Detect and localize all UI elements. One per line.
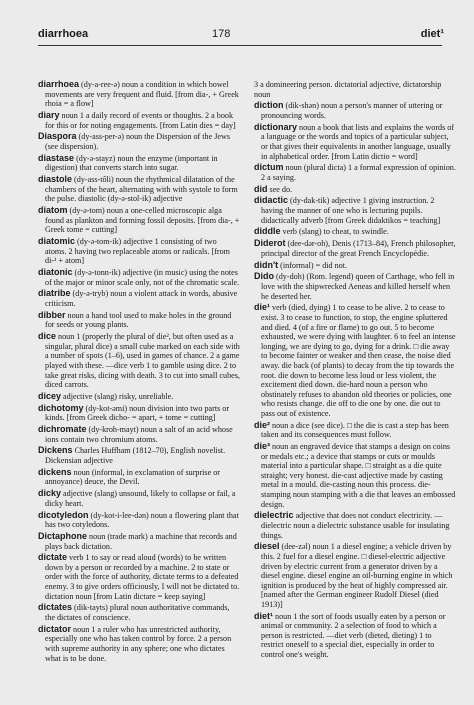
header-rule (38, 45, 442, 46)
definition: noun (plural dicta) 1 a formal expression of opinion. 2 a saying. (261, 163, 456, 182)
definition: verb 1 to say or read aloud (words) to be written down by a person or recorded by a machine. 2 to state or order with the force of authority, dictate terms to a defeated enemy. 3 to give orders officiously, I will not be dictated to. dictation noun [from Latin dictare = keep saying] (45, 553, 240, 601)
dictionary-entry (38, 392, 240, 402)
dictionary-entry (254, 101, 456, 120)
headword: diary (38, 109, 60, 120)
dictionary-entry (254, 227, 456, 237)
headword: Dido (254, 271, 274, 282)
dictionary-entry (38, 425, 240, 444)
definition: see do. (269, 184, 293, 194)
definition: (dy-ass-tôli) noun the rhythmical dilatation of the chambers of the heart, alternating with with systole to form the pulse. diastolic (dy-ə-stol-ik) adjective (45, 175, 238, 204)
definition: noun a book that lists and explains the words of a language or the words and topics of a particular subject, or that gives their equivalents in another language, usually in alphabetical order. [from Latin dictio = word] (261, 122, 455, 161)
page-number: 178 (212, 28, 231, 40)
definition: (dy-ə-tom-ik) adjective 1 consisting of two atoms. 2 having two replaceable atoms or radicals. [from di-¹ + atom] (45, 237, 231, 266)
dictionary-entry (38, 206, 240, 235)
left-guide-word: diarrhoea (38, 28, 89, 40)
definition: noun a dice (see dice). □ the die is cast a step has been taken and its consequences must follow. (261, 420, 449, 440)
definition: Charles Huffham (1812–70), English novelist. Dickensian adjective (45, 446, 226, 465)
headword: diatribe (38, 288, 71, 299)
dictionary-entry (254, 442, 456, 509)
dictionary-entry (38, 511, 240, 530)
dictionary-entry (38, 553, 240, 601)
headword: diesel (254, 541, 280, 552)
headword: dictate (38, 552, 68, 563)
definition: (informal) = did not. (280, 260, 348, 270)
definition: verb (died, dying) 1 to cease to be alive. 2 to cease to exist. 3 to cease to function, to stop, the engine spluttered and died. 4 (of a fire or flame) to go out. 5 to become exhausted, we were dying with laughter. 6 to feel an intense longing, we are dying to go, dying for a drink. □ die away to become fainter or weaker and then cease, the noise died away. die back (of plants) to decay from the tip towards the root. die down to become less loud or less violent, the excitement died down. die-hard noun a person who obstinately refuses to abandon old theories or policies, one who resists change. die off to die one by one. die out to pass out of existence. (261, 303, 456, 418)
headword: die¹ (254, 302, 271, 313)
definition: (dy-dak-tik) adjective 1 giving instruction. 2 having the manner of one who is lecturing pupils. didactically adverb [from Greek didaktikos = teaching] (261, 196, 441, 225)
headword: dice (38, 331, 57, 342)
definition: (dee-zəl) noun 1 a diesel engine; a vehicle driven by this. 2 fuel for a diesel engine. □ diesel-electric adjective driven by electric current from a generator driven by a diesel engine. diesel engine an oil-burning engine in which ignition is produced by the heat of highly compressed air. [named after the German engineer Rudolf Diesel (died 1913)] (261, 542, 453, 609)
definition: noun a hand tool used to make holes in the ground for seeds or young plants. (45, 310, 232, 330)
headword: die³ (254, 441, 271, 452)
headword: dictionary (254, 121, 298, 132)
dictionary-entry (254, 239, 456, 258)
headword: didactic (254, 195, 289, 206)
dictionary-entry (38, 289, 240, 308)
headword: dicky (38, 488, 62, 499)
dictionary-entry (254, 185, 456, 195)
dictionary-entry (254, 612, 456, 660)
headword: Diderot (254, 238, 286, 249)
definition: (dy-ə-stayz) noun the enzyme (important in digestion) that converts starch into sugar. (45, 153, 218, 173)
dictionary-entry (38, 468, 240, 487)
right-column (254, 80, 456, 662)
headword: dichotomy (38, 402, 84, 413)
headword: die² (254, 419, 271, 430)
definition: noun an engraved device that stamps a design on coins or medals etc.; a device that stamps or cuts or moulds material into a particular shape. □ straight as a die quite straight; very honest. die-cast adjective made by casting metal in a mould. die-casting noun this process. die-stamping noun stamping with a die that leaves an embossed design. (261, 442, 456, 509)
headword: diatonic (38, 267, 73, 277)
headword: dicotyledon (38, 509, 89, 520)
definition: (dy-ə-tonn-ik) adjective (in music) using the notes of the major or minor scale only, not of the chromatic scale. (45, 268, 240, 287)
headword: diatomic (38, 236, 76, 247)
definition: noun 1 a ruler who has unrestricted authority, especially one who has taken control by force. 2 a person with supreme authority in any sphere; one who dictates what is to be done. (45, 624, 232, 663)
dictionary-entry (38, 80, 240, 109)
definition: (dy-a-ree-ə) noun a condition in which bowel movements are very frequent and fluid. [from dia-, + Greek rhoia = a flow] (45, 80, 239, 109)
headword: diastole (38, 174, 73, 185)
definition: verb (slang) to cheat, to swindle. (282, 227, 389, 237)
definition: (dy-doh) (Rom. legend) queen of Carthage, who fell in love with the shipwrecked Aeneas and killed herself when he deserted her. (261, 272, 455, 301)
definition: (dee-dər-oh), Denis (1713–84), French philosopher, principal director of the great French Encyclopédie. (261, 239, 456, 258)
headword: diarrhoea (38, 79, 80, 89)
dictionary-entry (254, 511, 456, 540)
headword: Dickens (38, 445, 73, 456)
dictionary-entry (254, 196, 456, 225)
dictionary-entry (254, 261, 456, 271)
dictionary-entry (38, 532, 240, 551)
dictionary-entry (38, 132, 240, 151)
definition: noun (informal, in exclamation of surprise or annoyance) deuce, the Devil. (45, 467, 220, 487)
headword: dichromate (38, 424, 87, 435)
dictionary-entry (38, 446, 240, 465)
dictionary-entry (254, 123, 456, 161)
definition: adjective that does not conduct electricity. —dielectric noun a dielectric substance usable for insulating things. (261, 511, 450, 540)
left-column (38, 80, 240, 665)
headword: diatom (38, 205, 68, 216)
dictionary-entry (38, 237, 240, 266)
dictionary-entry (38, 603, 240, 622)
headword: didn't (254, 259, 279, 270)
definition: (dy-kot-i-lee-dən) noun a flowering plant that has two cotyledons. (45, 510, 239, 530)
headword: dickens (38, 466, 72, 477)
headword: dielectric (254, 510, 294, 521)
dictionary-entry (38, 268, 240, 287)
dictionary-entry (38, 404, 240, 423)
dictionary-entry (254, 80, 456, 99)
dictionary-entry (38, 154, 240, 173)
right-guide-word: diet¹ (420, 28, 444, 40)
headword: did (254, 183, 268, 194)
definition: adjective (slang) risky, unreliable. (63, 391, 174, 401)
headword: dibber (38, 309, 66, 320)
headword: diastase (38, 152, 75, 163)
dictionary-entry (254, 163, 456, 182)
headword: dictates (38, 602, 73, 613)
headword: dicey (38, 390, 62, 401)
definition: 3 a domineering person. dictatorial adjective, dictatorship noun (254, 80, 442, 99)
definition: noun 1 a daily record of events or thoughts. 2 a book for this or for noting engagements. [from Latin dies = day] (45, 110, 236, 130)
dictionary-entry (38, 625, 240, 663)
definition: adjective (slang) unsound, likely to collapse or fail, a dicky heart. (45, 489, 236, 508)
dictionary-entry (254, 421, 456, 440)
definition: (dy-ə-tom) noun a one-celled microscopic alga found as plankton and forming fossil deposits. [from dia-, + Greek tome = cutting] (45, 206, 240, 235)
definition: (dik-shən) noun a person's manner of uttering or pronouncing words. (261, 101, 443, 120)
definition: noun (trade mark) a machine that records and plays back dictation. (45, 531, 237, 551)
definition: (dy-kroh-mayt) noun a salt of an acid whose ions contain two chromium atoms. (45, 425, 233, 444)
headword: Diaspora (38, 131, 77, 142)
headword: diddle (254, 226, 281, 237)
dictionary-entry (254, 303, 456, 418)
dictionary-entry (38, 332, 240, 390)
definition: (dik-tayts) plural noun authoritative commands, the dictates of conscience. (45, 603, 230, 623)
dictionary-entry (254, 272, 456, 301)
dictionary-entry (38, 175, 240, 204)
dictionary-entry (38, 489, 240, 508)
dictionary-entry (38, 111, 240, 130)
headword: diet¹ (254, 610, 273, 621)
definition: noun 1 (properly the plural of die², but often used as a singular, plural dice) a small cube marked on each side with a number of spots (1–6), used in games of chance. 2 a game played with these. —dice verb 1 to gamble using dice. 2 to take great risks, dicing with death. 3 to cut into small cubes, diced carrots. (45, 332, 240, 390)
dictionary-entry (254, 542, 456, 609)
definition: (dy-ass-per-ə) noun the Dispersion of the Jews (see dispersion). (45, 132, 231, 151)
page-header (0, 28, 474, 44)
headword: Dictaphone (38, 530, 88, 541)
headword: diction (254, 100, 284, 111)
headword: dictum (254, 162, 284, 173)
dictionary-entry (38, 311, 240, 330)
definition: noun 1 the sort of foods usually eaten by a person or animal or community. 2 a selection of food to which a person is restricted. —diet verb (dieted, dieting) 1 to restrict oneself to a special diet, especially in order to control one's weight. (261, 611, 446, 660)
definition: (dy-ə-tryb) noun a violent attack in words, abusive criticism. (45, 289, 238, 308)
headword: dictator (38, 623, 72, 634)
definition: (dy-kot-əmi) noun division into two parts or kinds. [from Greek dicho- = apart, + tome = cutting] (45, 403, 230, 423)
